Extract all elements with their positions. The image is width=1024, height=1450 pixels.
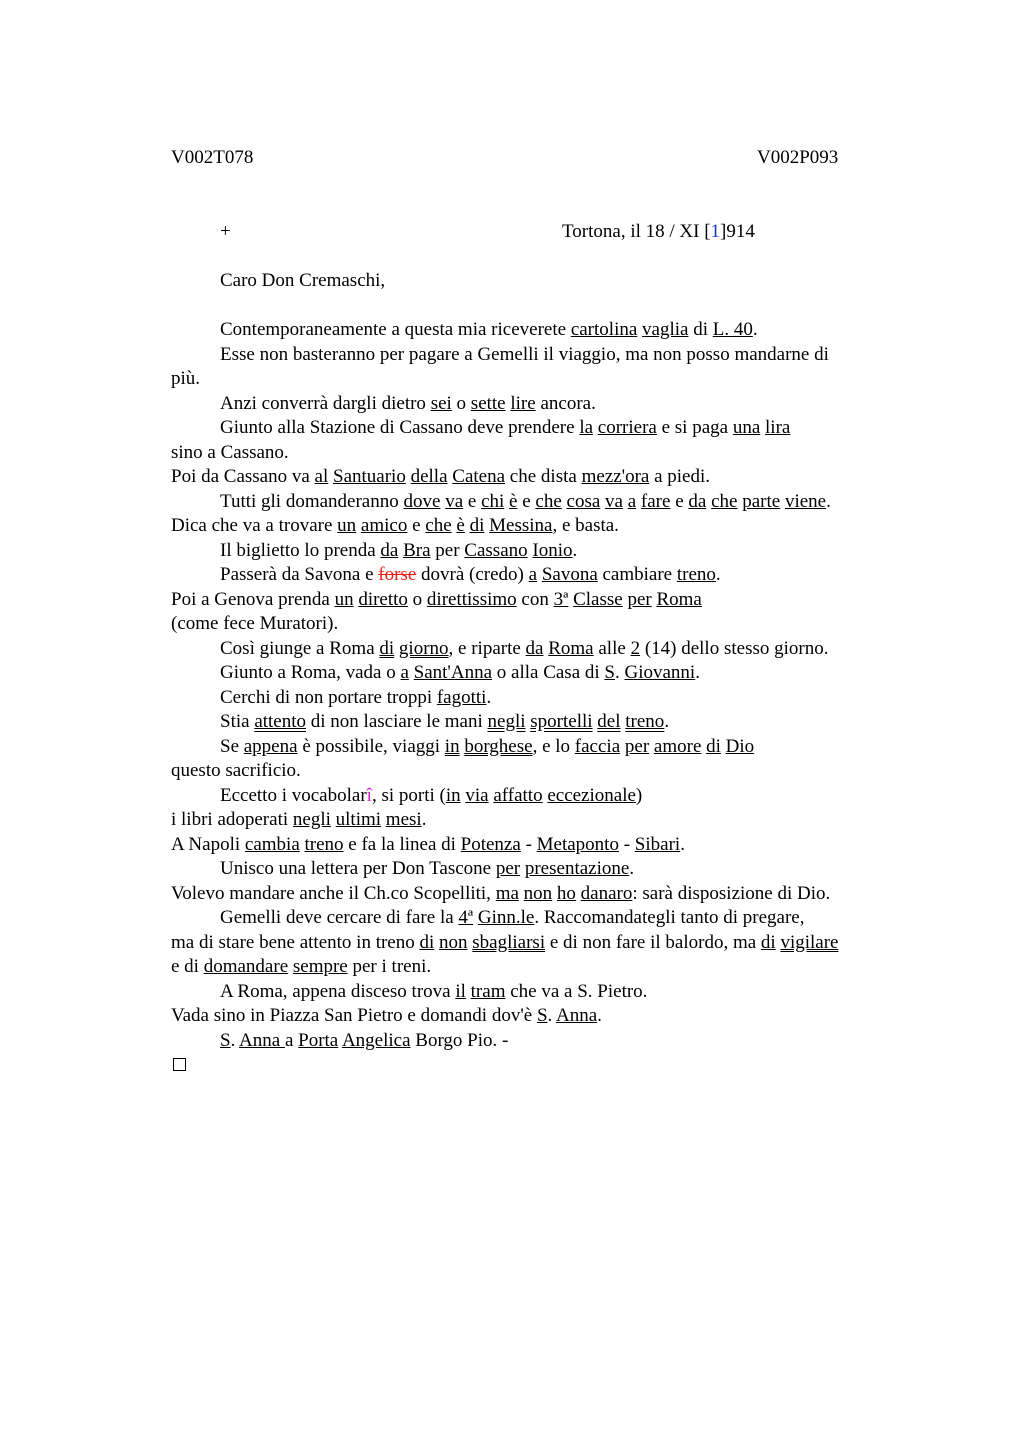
letter-line: Volevo mandare anche il Ch.co Scopelliti, ma non ho danaro: sarà disposizione di Dio. — [171, 882, 831, 904]
letter-line: sino a Cassano. — [171, 441, 289, 463]
letter-line: (come fece Muratori). — [171, 613, 339, 634]
letter-line: Giunto a Roma, vada o a Sant'Anna o alla Casa di S. Giovanni. — [220, 662, 700, 683]
letter-line: Dica che va a trovare un amico e che è di Messina, e basta. — [171, 515, 619, 536]
letter-line: Tutti gli domanderanno dove va e chi è e che cosa va a fare e da che parte viene. — [220, 490, 831, 512]
end-of-document-line — [171, 1053, 911, 1078]
letter-date: Tortona, il 18 / XI [1]914 — [562, 221, 755, 242]
salutation: Caro Don Cremaschi, — [220, 270, 386, 291]
letter-line: A Roma, appena disceso trova il tram che va a S. Pietro. — [220, 980, 648, 1002]
letter-line: Stia attento di non lasciare le mani negli sportelli del treno. — [220, 711, 670, 732]
letter-line: questo sacrificio. — [171, 760, 301, 781]
letter-body — [171, 220, 911, 1078]
letter-line: Esse non basteranno per pagare a Gemelli il viaggio, ma non posso mandarne di — [220, 343, 829, 365]
letter-line: Il biglietto lo prenda da Bra per Cassano Ionio. — [220, 539, 578, 561]
letter-line: Così giunge a Roma di giorno, e riparte da Roma alle 2 (14) dello stesso giorno. — [220, 637, 829, 659]
letter-line: Poi da Cassano va al Santuario della Catena che dista mezz'ora a piedi. — [171, 466, 711, 487]
deleted-word: forse — [378, 564, 417, 585]
letter-line: più. — [171, 368, 201, 389]
letter-line: e di domandare sempre per i treni. — [171, 956, 432, 977]
letter-line: Cerchi di non portare troppi fagotti. — [220, 686, 492, 708]
document-code-left: V002T078 — [171, 147, 254, 168]
letter-line: ma di stare bene attento in treno di non sbagliarsi e di non fare il balordo, ma di vigilare — [171, 931, 839, 953]
end-square-icon — [173, 1058, 186, 1071]
letter-line: Gemelli deve cercare di fare la 4ª Ginn.le. Raccomandategli tanto di pregare, — [220, 907, 805, 928]
letter-line: Giunto alla Stazione di Cassano deve prendere la corriera e si paga una lira — [220, 417, 791, 438]
letter-heading-line — [171, 220, 911, 245]
cross-mark: + — [220, 221, 231, 242]
letter-line: S. Anna a Porta Angelica Borgo Pio. - — [220, 1029, 509, 1051]
letter-line: Anzi converrà dargli dietro sei o sette lire ancora. — [220, 392, 596, 414]
letter-line: Eccetto i vocabolarî, si porti (in via affatto eccezionale) — [220, 784, 643, 806]
letter-line: Contemporaneamente a questa mia riceverete cartolina vaglia di L. 40. — [220, 319, 758, 340]
letter-line: i libri adoperati negli ultimi mesi. — [171, 809, 427, 830]
letter-line: Unisco una lettera per Don Tascone per presentazione. — [220, 858, 635, 879]
letter-line: Vada sino in Piazza San Pietro e domandi dov'è S. Anna. — [171, 1005, 602, 1026]
page-code-right: V002P093 — [757, 147, 839, 168]
letter-line: Poi a Genova prenda un diretto o direttissimo con 3ª Classe per Roma — [171, 588, 702, 610]
letter-line: Passerà da Savona e forse dovrà (credo) a Savona cambiare treno. — [220, 564, 721, 585]
letter-line: A Napoli cambia treno e fa la linea di Potenza - Metaponto - Sibari. — [171, 833, 685, 855]
letter-line: Se appena è possibile, viaggi in borghese, e lo faccia per amore di Dio — [220, 735, 755, 757]
